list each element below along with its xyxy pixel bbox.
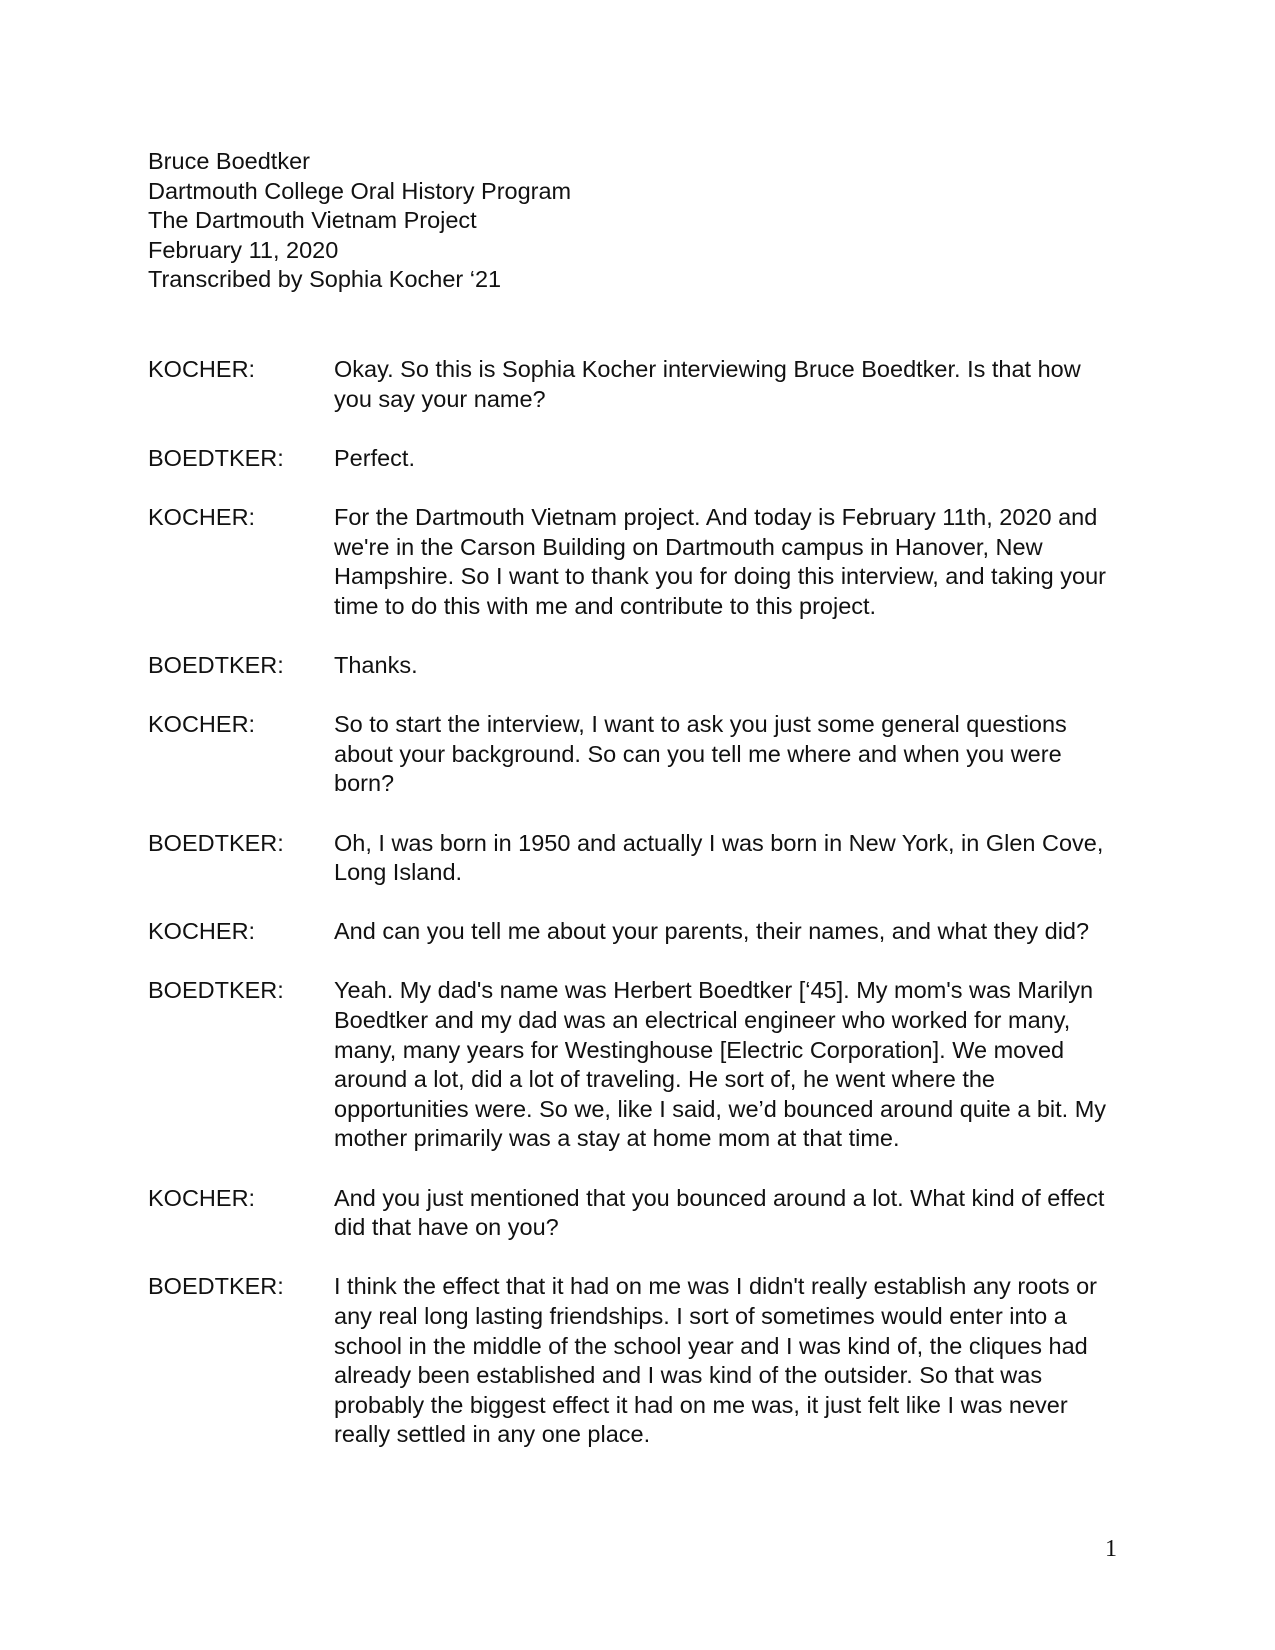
speaker-label: BOEDTKER: — [148, 977, 284, 1004]
utterance-text: So to start the interview, I want to ask you just some general questions about your background. So can you tell me where and when you were born? — [334, 711, 1067, 797]
speaker-label: BOEDTKER: — [148, 1273, 284, 1300]
utterance-text: For the Dartmouth Vietnam project. And today is February 11th, 2020 and we're in the Carson Building on Dartmouth campus in Hanover, New Hampshire. So I want to thank you for doing this interview, and taking your time to do this with me and contribute to this project. — [334, 503, 1107, 619]
utterance-text: And can you tell me about your parents, their names, and what they did? — [334, 918, 1090, 945]
utterance-text: Oh, I was born in 1950 and actually I was born in New York, in Glen Cove, Long Island. — [334, 829, 1104, 886]
project-name: The Dartmouth Vietnam Project — [148, 207, 477, 234]
transcript-turn — [148, 710, 1123, 799]
utterance-text: Yeah. My dad's name was Herbert Boedtker [‘45]. My mom's was Marilyn Boedtker and my dad was an electrical engineer who worked for many, many, many years for Westinghouse [Electric Corporation]. We moved around a lot, did a lot of traveling. He sort of, he went where the opportunities were. So we, like I said, we’d bounced around quite a bit. My mother primarily was a stay at home mom at that time. — [334, 977, 1107, 1152]
transcript-turn — [148, 503, 1123, 621]
utterance-text: And you just mentioned that you bounced around a lot. What kind of effect did that have on you? — [334, 1184, 1105, 1241]
page-number: 1 — [1105, 1536, 1117, 1562]
speaker-label: KOCHER: — [148, 711, 256, 738]
speaker-label: BOEDTKER: — [148, 444, 284, 471]
transcript-turn — [148, 917, 1123, 947]
speaker-label: KOCHER: — [148, 356, 256, 382]
transcript-turn — [148, 1184, 1123, 1243]
transcript-turn — [148, 651, 1123, 681]
interviewee-name: Bruce Boedtker — [148, 148, 310, 174]
interview-date: February 11, 2020 — [148, 236, 339, 263]
transcriber-line: Transcribed by Sophia Kocher ‘21 — [148, 266, 502, 293]
utterance-text: Perfect. — [334, 444, 415, 471]
transcript-turn — [148, 355, 1123, 414]
utterance-text: Okay. So this is Sophia Kocher interviewing Bruce Boedtker. Is that how you say your name? — [334, 356, 1081, 412]
transcript-body — [148, 355, 1123, 1480]
speaker-label: BOEDTKER: — [148, 651, 284, 678]
transcript-turn — [148, 976, 1123, 1154]
utterance-text: Thanks. — [334, 651, 418, 678]
program-name: Dartmouth College Oral History Program — [148, 177, 572, 204]
transcript-turn — [148, 444, 1123, 474]
document-header — [148, 147, 571, 295]
speaker-label: KOCHER: — [148, 918, 256, 945]
transcript-turn — [148, 1272, 1123, 1450]
speaker-label: BOEDTKER: — [148, 829, 284, 856]
speaker-label: KOCHER: — [148, 1184, 256, 1211]
transcript-turn — [148, 829, 1123, 888]
utterance-text: I think the effect that it had on me was I didn't really establish any roots or any real long lasting friendships. I sort of sometimes would enter into a school in the middle of the school year and I was kind of, the cliques had already been established and I was kind of the outsider. So that was probably the biggest effect it had on me was, it just felt like I was never really settled in any one place. — [334, 1273, 1097, 1448]
speaker-label: KOCHER: — [148, 503, 256, 530]
